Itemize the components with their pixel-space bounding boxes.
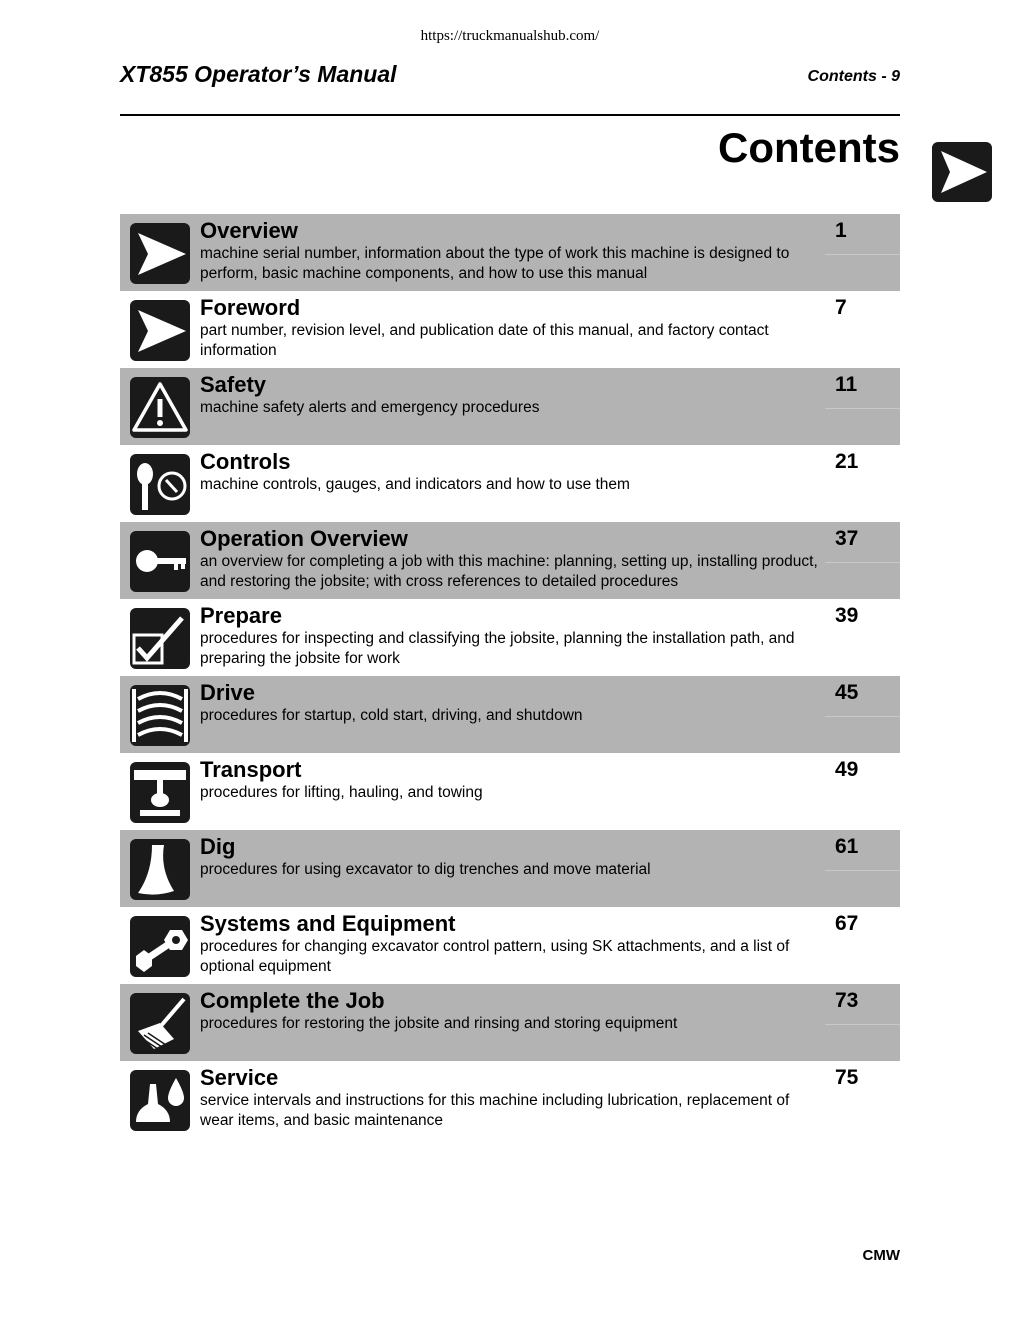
entry-page-number[interactable]: 61 (835, 835, 859, 858)
entry-page-number[interactable]: 39 (835, 604, 859, 627)
play-arrow-icon (130, 223, 190, 284)
toc-entry-systems-and-equipment[interactable] (120, 907, 900, 984)
toc-entry-controls[interactable] (120, 445, 900, 522)
entry-title: Dig (200, 834, 236, 859)
toc-entry-drive[interactable] (120, 676, 900, 753)
entry-description: procedures for restoring the jobsite and rinsing and storing equipment (200, 1015, 678, 1032)
oil-drop-icon (130, 1070, 190, 1131)
bolt-nut-icon (130, 916, 190, 977)
trailer-hitch-icon (130, 762, 190, 823)
lever-gauge-icon (130, 454, 190, 515)
toc-entry-safety[interactable] (120, 368, 900, 445)
toc-entry-overview[interactable] (120, 214, 900, 291)
key-icon (130, 531, 190, 592)
entry-description: machine controls, gauges, and indicators and how to use them (200, 476, 630, 493)
entry-description: procedures for changing excavator control pattern, using SK attachments, and a list of optional equipment (200, 938, 790, 975)
entry-page-number[interactable]: 21 (835, 450, 859, 473)
entry-title: Complete the Job (200, 988, 385, 1013)
entry-page-number[interactable]: 75 (835, 1066, 859, 1089)
page-reference: Contents - 9 (807, 68, 900, 85)
entry-page-number[interactable]: 37 (835, 527, 859, 550)
entry-page-number[interactable]: 49 (835, 758, 859, 781)
header-rule (120, 114, 900, 116)
document-title: XT855 Operator’s Manual (120, 61, 397, 87)
entry-page-number[interactable]: 11 (835, 373, 858, 396)
toc-entry-dig[interactable] (120, 830, 900, 907)
table-of-contents (120, 214, 900, 1138)
entry-description: machine serial number, information about the type of work this machine is designed to perform, basic machine components, and how to use this manual (200, 245, 790, 282)
entry-description: procedures for inspecting and classifying the jobsite, planning the installation path, and preparing the jobsite for work (200, 630, 795, 667)
entry-description: service intervals and instructions for this machine including lubrication, replacement of wear items, and basic maintenance (200, 1092, 790, 1129)
warning-triangle-icon (130, 377, 190, 438)
entry-title: Overview (200, 218, 298, 243)
entry-description: procedures for using excavator to dig trenches and move material (200, 861, 651, 878)
footer-mark: CMW (862, 1247, 900, 1264)
play-arrow-icon (932, 142, 992, 202)
entry-title: Controls (200, 449, 291, 474)
tire-tread-icon (130, 685, 190, 746)
entry-description: an overview for completing a job with this machine: planning, setting up, installing product, and restoring the jobsite; with cross references to detailed procedures (200, 553, 818, 590)
checkbox-icon (130, 608, 190, 669)
entry-page-number[interactable]: 67 (835, 912, 859, 935)
entry-description: machine safety alerts and emergency procedures (200, 399, 540, 416)
toc-entry-service[interactable] (120, 1061, 900, 1138)
entry-title: Safety (200, 372, 267, 397)
source-url[interactable]: https://truckmanualshub.com/ (420, 28, 600, 44)
toc-entry-transport[interactable] (120, 753, 900, 830)
entry-title: Transport (200, 757, 302, 782)
entry-title: Operation Overview (200, 526, 408, 551)
entry-description: procedures for lifting, hauling, and towing (200, 784, 483, 801)
entry-page-number[interactable]: 1 (835, 219, 847, 242)
toc-entry-foreword[interactable] (120, 291, 900, 368)
entry-title: Drive (200, 680, 256, 705)
entry-title: Service (200, 1065, 279, 1090)
entry-description: procedures for startup, cold start, driving, and shutdown (200, 707, 583, 724)
excavator-tooth-icon (130, 839, 190, 900)
entry-description: part number, revision level, and publication date of this manual, and factory contact information (200, 322, 769, 359)
entry-title: Prepare (200, 603, 282, 628)
toc-entry-prepare[interactable] (120, 599, 900, 676)
toc-entry-operation-overview[interactable] (120, 522, 900, 599)
entry-page-number[interactable]: 45 (835, 681, 859, 704)
play-arrow-icon (130, 300, 190, 361)
entry-title: Systems and Equipment (200, 911, 456, 936)
entry-page-number[interactable]: 73 (835, 989, 859, 1012)
broom-icon (130, 993, 190, 1054)
toc-entry-complete-the-job[interactable] (120, 984, 900, 1061)
entry-title: Foreword (200, 295, 301, 320)
entry-page-number[interactable]: 7 (835, 296, 847, 319)
section-title: Contents (718, 124, 900, 171)
